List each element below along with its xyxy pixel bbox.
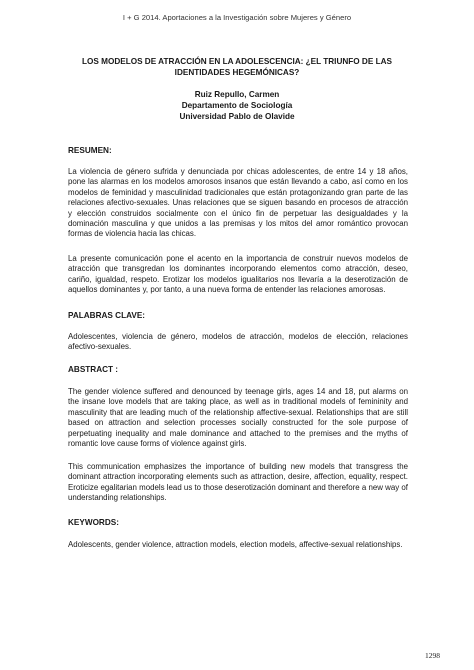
author-university: Universidad Pablo de Olavide xyxy=(179,112,295,121)
resumen-paragraph-1: La violencia de género sufrida y denunciada por chicas adolescentes, de entre 14 y 18 años, pone las alarmas en los modelos amorosos insanos que están llevando a cabo, así como en los modelos de feminidad y masculinidad tradicionales que están protagonizando gran parte de las relaciones afectivo-sexuales. Unas relaciones que se siguen basando en procesos de atracción y elección construidos socialmente con el único fin de perpetuar las desigualdades y la dominación masculina y que unidos a las premisas y los mitos del amor romántico provocan formas de violencia hacia las chicas. xyxy=(68,167,408,239)
palabras-clave-heading: PALABRAS CLAVE: xyxy=(68,311,146,320)
page-number: 1298 xyxy=(425,651,440,660)
resumen-paragraph-2: La presente comunicación pone el acento en la importancia de construir nuevos modelos de atracción que transgredan los dominantes incorporando elementos como atracción, deseo, cariño, igualdad, respeto. Erotizar los modelos igualitarios nos llevaría a la deserotización de aquellos dominantes y, por tanto, a una nueva forma de entender las relaciones amorosas. xyxy=(68,254,408,295)
author-name: Ruiz Repullo, Carmen xyxy=(194,90,280,99)
keywords-heading: KEYWORDS: xyxy=(68,518,119,527)
paper-title-line-1: LOS MODELOS DE ATRACCIÓN EN LA ADOLESCENCIA: ¿EL TRIUNFO DE LAS xyxy=(82,57,392,66)
running-header: I + G 2014. Aportaciones a la Investigación sobre Mujeres y Género xyxy=(122,13,352,22)
abstract-paragraph-1: The gender violence suffered and denounced by teenage girls, ages 14 and 18, put alarms on the insane love models that are taking place, as well as in traditional models of femininity and masculinity that are leading much of the relationship affective-sexual. Relationships that are still based on attraction and selection processes socially constructed for the sole purpose of perpetuating inequality and male dominance and attached to the premises and the myths of romantic love cause forms of violence against girls. xyxy=(68,387,408,449)
paper-title xyxy=(70,56,404,78)
keywords-text: Adolescents, gender violence, attraction models, election models, affective-sexual relationships. xyxy=(68,540,403,549)
author-block xyxy=(0,89,474,122)
paper-title-line-2: IDENTIDADES HEGEMÓNICAS? xyxy=(174,68,300,77)
palabras-clave-text: Adolescentes, violencia de género, modelos de atracción, modelos de elección, relaciones afectivo-sexuales. xyxy=(68,332,408,352)
abstract-heading: ABSTRACT : xyxy=(68,365,119,374)
abstract-paragraph-2: This communication emphasizes the importance of building new models that transgress the dominant attraction incorporating elements such as attraction, desire, affection, equality, respect. Eroticize egalitarian models lead us to those deserotización dominant and therefore a new way of understanding relationships. xyxy=(68,462,408,503)
author-department: Departamento de Sociología xyxy=(181,101,293,110)
resumen-heading: RESUMEN: xyxy=(68,146,112,155)
